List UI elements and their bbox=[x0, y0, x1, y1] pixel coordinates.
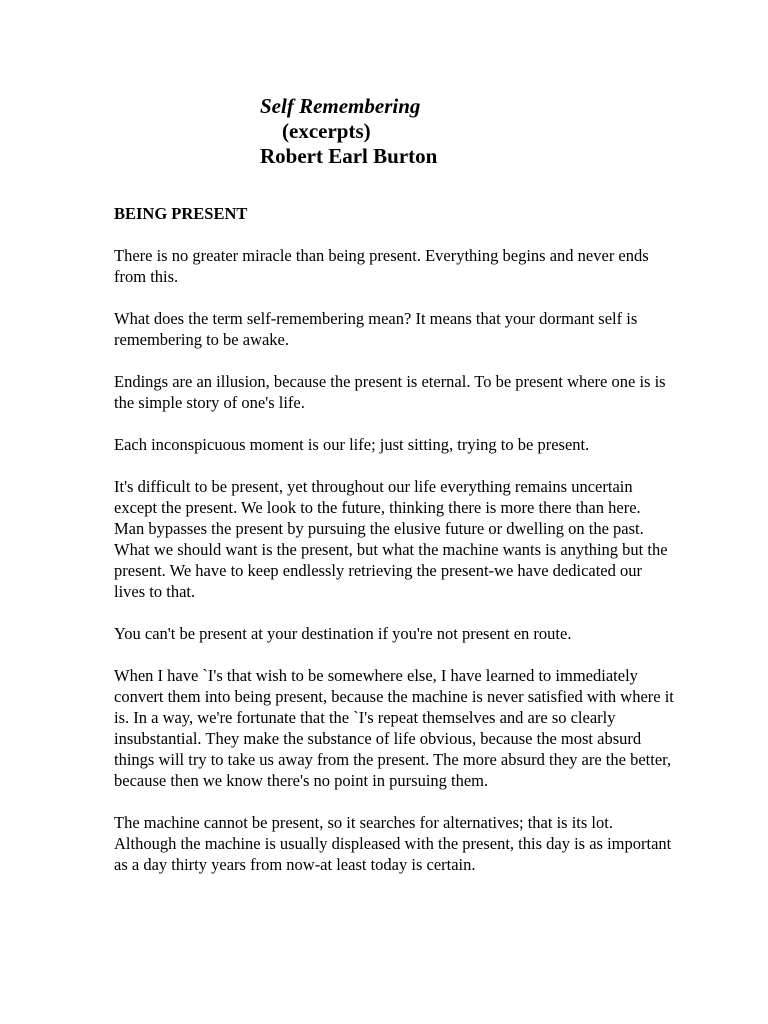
title-block bbox=[260, 94, 680, 169]
paragraph-6: You can't be present at your destination if you're not present en route. bbox=[114, 624, 572, 643]
document-body bbox=[114, 203, 674, 896]
paragraph-5: It's difficult to be present, yet throughout our life everything remains uncertain except the present. We look to the future, thinking there is more there than here. Man bypasses the present by pursuing the elusive future or dwelling on the past. What we should want is the present, but what the machine wants is anything but the present. We have to keep endlessly retrieving the present-we have dedicated our lives to that. bbox=[114, 477, 668, 601]
document-subtitle: (excerpts) bbox=[282, 119, 371, 143]
section-heading: BEING PRESENT bbox=[114, 204, 248, 223]
document-title: Self Remembering bbox=[260, 94, 421, 118]
paragraph-3: Endings are an illusion, because the present is eternal. To be present where one is is the simple story of one's life. bbox=[114, 372, 666, 412]
paragraph-1: There is no greater miracle than being present. Everything begins and never ends from this. bbox=[114, 246, 649, 286]
paragraph-2: What does the term self-remembering mean? It means that your dormant self is remembering to be awake. bbox=[114, 309, 638, 349]
paragraph-8: The machine cannot be present, so it searches for alternatives; that is its lot. Although the machine is usually displeased with the present, this day is as important as a day thirty years from now-at least today is certain. bbox=[114, 813, 672, 874]
paragraph-4: Each inconspicuous moment is our life; just sitting, trying to be present. bbox=[114, 435, 590, 454]
document-author: Robert Earl Burton bbox=[260, 144, 438, 168]
paragraph-7: When I have `I's that wish to be somewhere else, I have learned to immediately convert them into being present, because the machine is never satisfied with where it is. In a way, we're fortunate that the `I's repeat themselves and are so clearly insubstantial. They make the substance of life obvious, because the most absurd things will try to take us away from the present. The more absurd they are the better, because then we know there's no point in pursuing them. bbox=[114, 666, 674, 790]
